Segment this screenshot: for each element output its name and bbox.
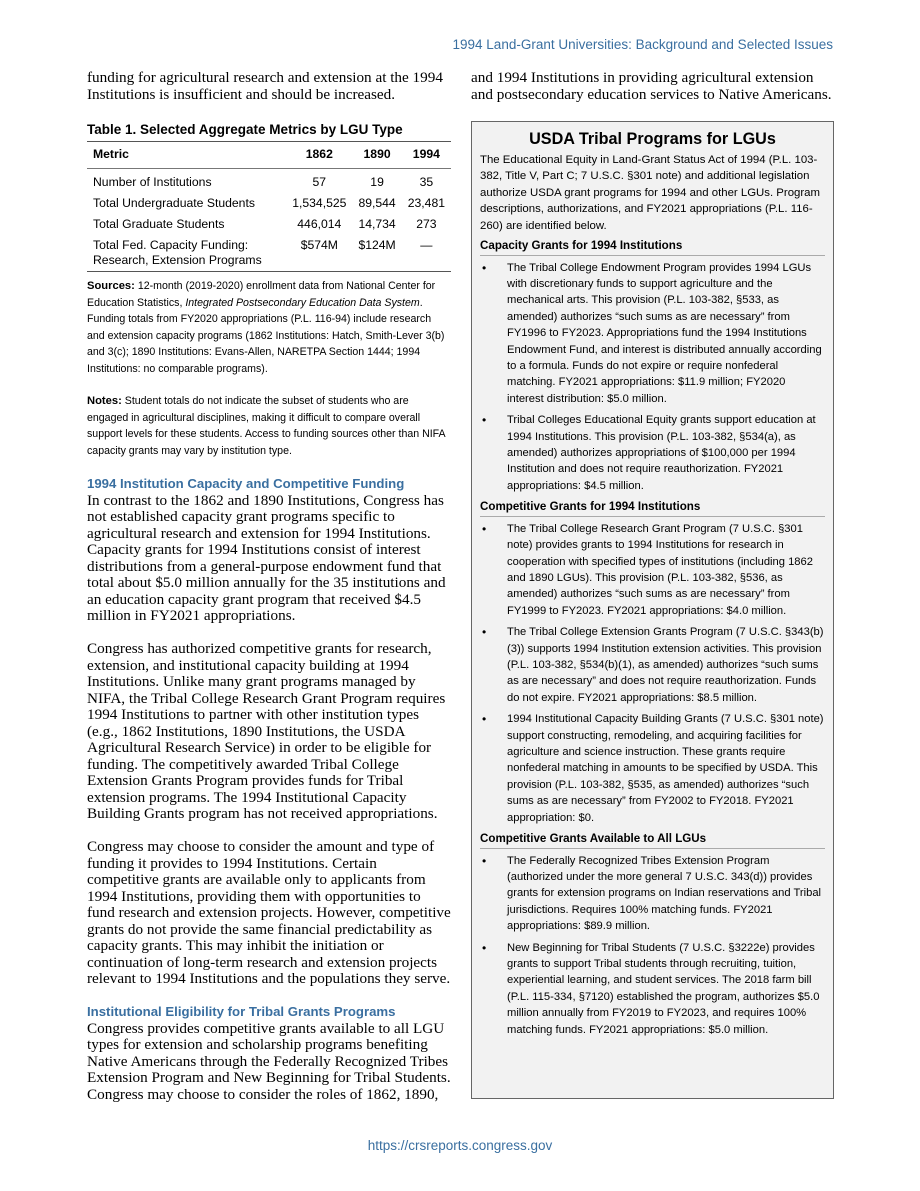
list-item: • New Beginning for Tribal Students (7 U.S.C. §3222e) provides grants to support Tribal students through recruiting, tuition, experiential learning, and student services. The 2018 farm bill (P.L. 115-334, §7120) established the program, authorizes $5.0 million annually from FY2019 to FY2023, and requires 100% matching funds. FY2021 appropriations: $5.0 million. — [480, 940, 825, 1038]
table-cell: Total Fed. Capacity Funding: Research, Extension Programs — [87, 235, 286, 272]
table-cell: Total Undergraduate Students — [93, 196, 255, 210]
right-column — [471, 70, 835, 103]
list-item: • The Tribal College Research Grant Program (7 U.S.C. §301 note) provides grants to 1994 Institutions for research in cooperation with specified types of institutions (including 1862 and 1890 LGUs). This provision (P.L. 103-382, §536, as amended) authorizes “such sums as are necessary” from FY1999 to FY2023. FY2021 appropriations: $4.0 million. — [480, 521, 825, 619]
table-cell: 19 — [370, 175, 384, 189]
sources-italic: Integrated Postsecondary Education Data System — [185, 296, 420, 309]
section-heading: Institutional Eligibility for Tribal Grants Programs — [87, 1004, 396, 1019]
intro-paragraph: and 1994 Institutions in providing agricultural extension and postsecondary education services to Native Americans. — [471, 69, 832, 103]
running-header: 1994 Land-Grant Universities: Background and Selected Issues — [452, 37, 833, 52]
table-sources — [87, 278, 451, 377]
list-item: • The Federally Recognized Tribes Extension Program (authorized under the more general 7 U.S.C. 343(d)) provides grants for extension programs on Indian reservations and Tribal jurisdictions. Requires 100% matching funds. FY2021 appropriations: $89.9 million. — [480, 853, 825, 935]
list-item: • The Tribal College Extension Grants Program (7 U.S.C. §343(b)(3)) supports 1994 Institution extension activities. This provision (P.L. 103-382, §534(b)(1), as amended) authorizes “such sums as are necessary” and does not require reauthorization. Funds do not expire. FY2021 appropriations: $8.5 million. — [480, 624, 825, 706]
body-paragraph: Congress has authorized competitive grants for research, extension, and institutional capacity building at 1994 Institutions. Unlike many grant programs managed by NIFA, the Tribal College Research Grant Program requires 1994 Institutions to partner with other institution types (e.g., 1862 Institutions, 1890 Institutions, the USDA Agricultural Research Service) in order to be eligible for funding. The competitively awarded Tribal College Extension Grants Program provides funds for Tribal extension programs. The 1994 Institutional Capacity Building Grants program has not received appropriations. — [87, 640, 446, 822]
table-cell: 1,534,525 — [292, 196, 347, 210]
column-header: 1862 — [286, 142, 352, 169]
table-cell: 23,481 — [407, 196, 445, 210]
sources-label: Sources: — [87, 280, 135, 292]
table-cell: Number of Institutions — [93, 175, 212, 189]
table-cell: 57 — [312, 175, 327, 189]
column-header: Metric — [87, 142, 286, 169]
sidebar-box — [471, 121, 834, 1099]
sidebar-intro: The Educational Equity in Land-Grant Status Act of 1994 (P.L. 103-382, Title V, Part C; 7 U.S.C. §301 note) and additional legislation authorize USDA grant programs for 1994 and other LGUs. Program descriptions, authorizations, and FY2021 appropriations (P.L. 116-260) are identified below. — [480, 154, 820, 232]
sidebar-list — [480, 255, 825, 495]
table-cell: 35 — [419, 175, 434, 189]
list-item: • Tribal Colleges Educational Equity grants support education at 1994 Institutions. This provision (P.L. 103-382, §534(a), as amended) authorizes appropriations of $100,000 per 1994 Institution and does not require reauthorization. FY2021 appropriations: $4.5 million. — [480, 412, 825, 494]
body-paragraph: In contrast to the 1862 and 1890 Institutions, Congress has not established capacity grant programs specific to agricultural research and extension for 1994 Institutions. Capacity grants for 1994 Institutions consist of interest distributions from a general-purpose endowment fund that total about $5.0 million annually for the 35 institutions and an education capacity grant program that received $4.5 million in FY2021 appropriations. — [87, 491, 446, 624]
sidebar-group-heading: Capacity Grants for 1994 Institutions — [480, 239, 683, 253]
column-header: 1994 — [402, 142, 451, 169]
body-paragraph: Congress may choose to consider the amount and type of funding it provides to 1994 Institutions. Certain competitive grants are available only to applicants from 1994 Institutions, providing them with opportunities to fund research and extension projects. However, competitive grants do not provide the same financial predictability as capacity grants. This may inhibit the initiation or continuation of long-term research and extension projects relevant to 1994 Institutions and the populations they serve. — [87, 838, 451, 987]
table-row — [87, 193, 451, 214]
column-header: 1890 — [352, 142, 401, 169]
table-cell: 446,014 — [297, 217, 342, 231]
section-heading: 1994 Institution Capacity and Competitive Funding — [87, 476, 405, 491]
notes-text: Student totals do not indicate the subset of students who are engaged in agricultural disciplines, making it difficult to compare overall support levels for these students. Access to funding sources other than NIFA capacity grants may vary by institution type. — [87, 395, 446, 457]
table-cell: $574M — [286, 235, 352, 272]
sidebar-list — [480, 848, 825, 1038]
sidebar-list — [480, 516, 825, 826]
list-item: • 1994 Institutional Capacity Building Grants (7 U.S.C. §301 note) support constructing, remodeling, and acquiring facilities for agriculture and science instruction. These grants require nonfederal matching in amounts to be specified by USDA. This provision (P.L. 103-382, §535, as amended) authorizes “such sums as are necessary” from FY2002 to FY2018. FY2021 appropriation: $0. — [480, 711, 825, 826]
table-cell: Total Graduate Students — [93, 217, 225, 231]
table-row — [87, 214, 451, 235]
sidebar-title: USDA Tribal Programs for LGUs — [529, 130, 776, 148]
footer-url[interactable]: https://crsreports.congress.gov — [367, 1138, 553, 1153]
notes-label: Notes: — [87, 395, 122, 407]
sidebar-group-heading: Competitive Grants Available to All LGUs — [480, 832, 707, 846]
sources-text: . Funding totals from FY2020 appropriations (P.L. 116-94) include research and extension capacity programs (1862 Institutions: Hatch, Smith-Lever 3(b) and 3(c); 1890 Institutions: Evans-Allen, NARETPA Section 1444; 1994 Institutions: no comparable programs). — [87, 296, 445, 375]
table-cell: 14,734 — [358, 217, 396, 231]
table-title: Table 1. Selected Aggregate Metrics by LGU Type — [87, 122, 403, 137]
body-paragraph: Congress provides competitive grants available to all LGU types for extension and scholarship programs benefiting Native Americans through the Federally Recognized Tribes Extension Program and New Beginning for Tribal Students. Congress may choose to consider the roles of 1862, 1890, — [87, 1019, 451, 1103]
table-row — [87, 169, 451, 194]
metrics-table — [87, 141, 451, 272]
list-item: • The Tribal College Endowment Program provides 1994 LGUs with discretionary funds to support agriculture and the mechanical arts. This provision (P.L. 103-382, §533, as amended) authorizes “such sums as are necessary” from FY1996 to FY2023. Appropriations fund the 1994 Institutions Endowment Fund, and interest is distributed annually according to a formula. Funds do not expire or require nonfederal matching. FY2021 appropriations: $11.9 million; FY2020 interest distribution: $5.0 million. — [480, 260, 825, 408]
sources-text: 12-month (2019-2020) enrollment data from National Center for Education Statistics, — [87, 280, 436, 309]
table-notes — [87, 393, 451, 459]
left-column — [87, 70, 451, 1103]
table-cell: 89,544 — [358, 196, 396, 210]
table-cell: — — [402, 235, 451, 272]
table-cell: $124M — [352, 235, 401, 272]
sidebar-group-heading: Competitive Grants for 1994 Institutions — [480, 500, 701, 514]
table-cell: 273 — [416, 217, 437, 231]
intro-paragraph: funding for agricultural research and extension at the 1994 Institutions is insufficient and should be increased. — [87, 69, 443, 103]
table-row — [87, 235, 451, 272]
table-header-row — [87, 142, 451, 169]
